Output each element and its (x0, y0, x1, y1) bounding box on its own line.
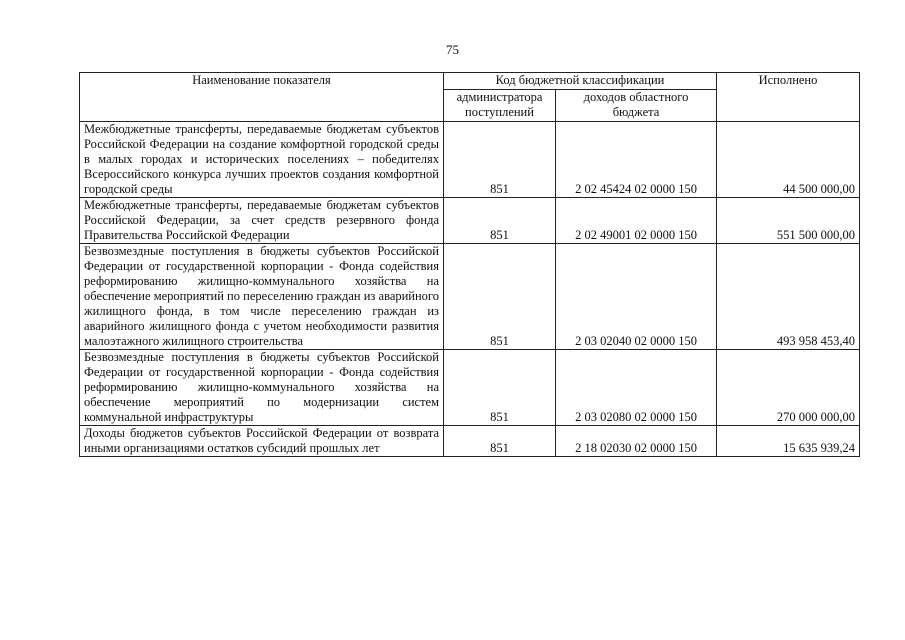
row-income-code: 2 02 49001 02 0000 150 (556, 198, 717, 244)
row-admin-code: 851 (444, 122, 556, 198)
row-income-code: 2 02 45424 02 0000 150 (556, 122, 717, 198)
row-admin-code: 851 (444, 426, 556, 457)
row-income-code: 2 03 02040 02 0000 150 (556, 244, 717, 350)
table-row (80, 350, 860, 426)
header-code-group: Код бюджетной классификации (444, 73, 717, 90)
header-admin: администратора поступлений (444, 90, 556, 122)
row-income-code: 2 18 02030 02 0000 150 (556, 426, 717, 457)
row-amount: 551 500 000,00 (717, 198, 860, 244)
row-name: Межбюджетные трансферты, передаваемые бюджетам субъектов Российской Федерации на создание комфортной городской среды в малых городах и исторических поселениях – победителях Всероссийского конкурса лучших проектов создания комфортной городской среды (80, 122, 444, 198)
row-admin-code: 851 (444, 198, 556, 244)
row-name: Безвозмездные поступления в бюджеты субъектов Российской Федерации от государственной корпорации - Фонда содействия реформированию жилищно-коммунального хозяйства на обеспечение мероприятий по переселению граждан из аварийного жилищного фонда, в том числе переселению граждан из аварийного жилищного фонда с учетом необходимости развития малоэтажного жилищного строительства (80, 244, 444, 350)
row-amount: 493 958 453,40 (717, 244, 860, 350)
row-amount: 270 000 000,00 (717, 350, 860, 426)
row-name: Межбюджетные трансферты, передаваемые бюджетам субъектов Российской Федерации, за счет средств резервного фонда Правительства Российской Федерации (80, 198, 444, 244)
header-executed: Исполнено (717, 73, 860, 122)
page-number: 75 (446, 42, 459, 57)
row-admin-code: 851 (444, 350, 556, 426)
table-row (80, 122, 860, 198)
row-name: Безвозмездные поступления в бюджеты субъектов Российской Федерации от государственной корпорации - Фонда содействия реформированию жилищно-коммунального хозяйства на обеспечение мероприятий по модернизации систем коммунальной инфраструктуры (80, 350, 444, 426)
table-row (80, 244, 860, 350)
row-admin-code: 851 (444, 244, 556, 350)
row-name: Доходы бюджетов субъектов Российской Федерации от возврата иными организациями остатков субсидий прошлых лет (80, 426, 444, 457)
table-row (80, 426, 860, 457)
row-amount: 15 635 939,24 (717, 426, 860, 457)
row-amount: 44 500 000,00 (717, 122, 860, 198)
table-row (80, 198, 860, 244)
header-income: доходов областного бюджета (556, 90, 717, 122)
header-name: Наименование показателя (80, 73, 444, 122)
row-income-code: 2 03 02080 02 0000 150 (556, 350, 717, 426)
header-row-1 (80, 73, 860, 90)
budget-table (79, 72, 860, 457)
